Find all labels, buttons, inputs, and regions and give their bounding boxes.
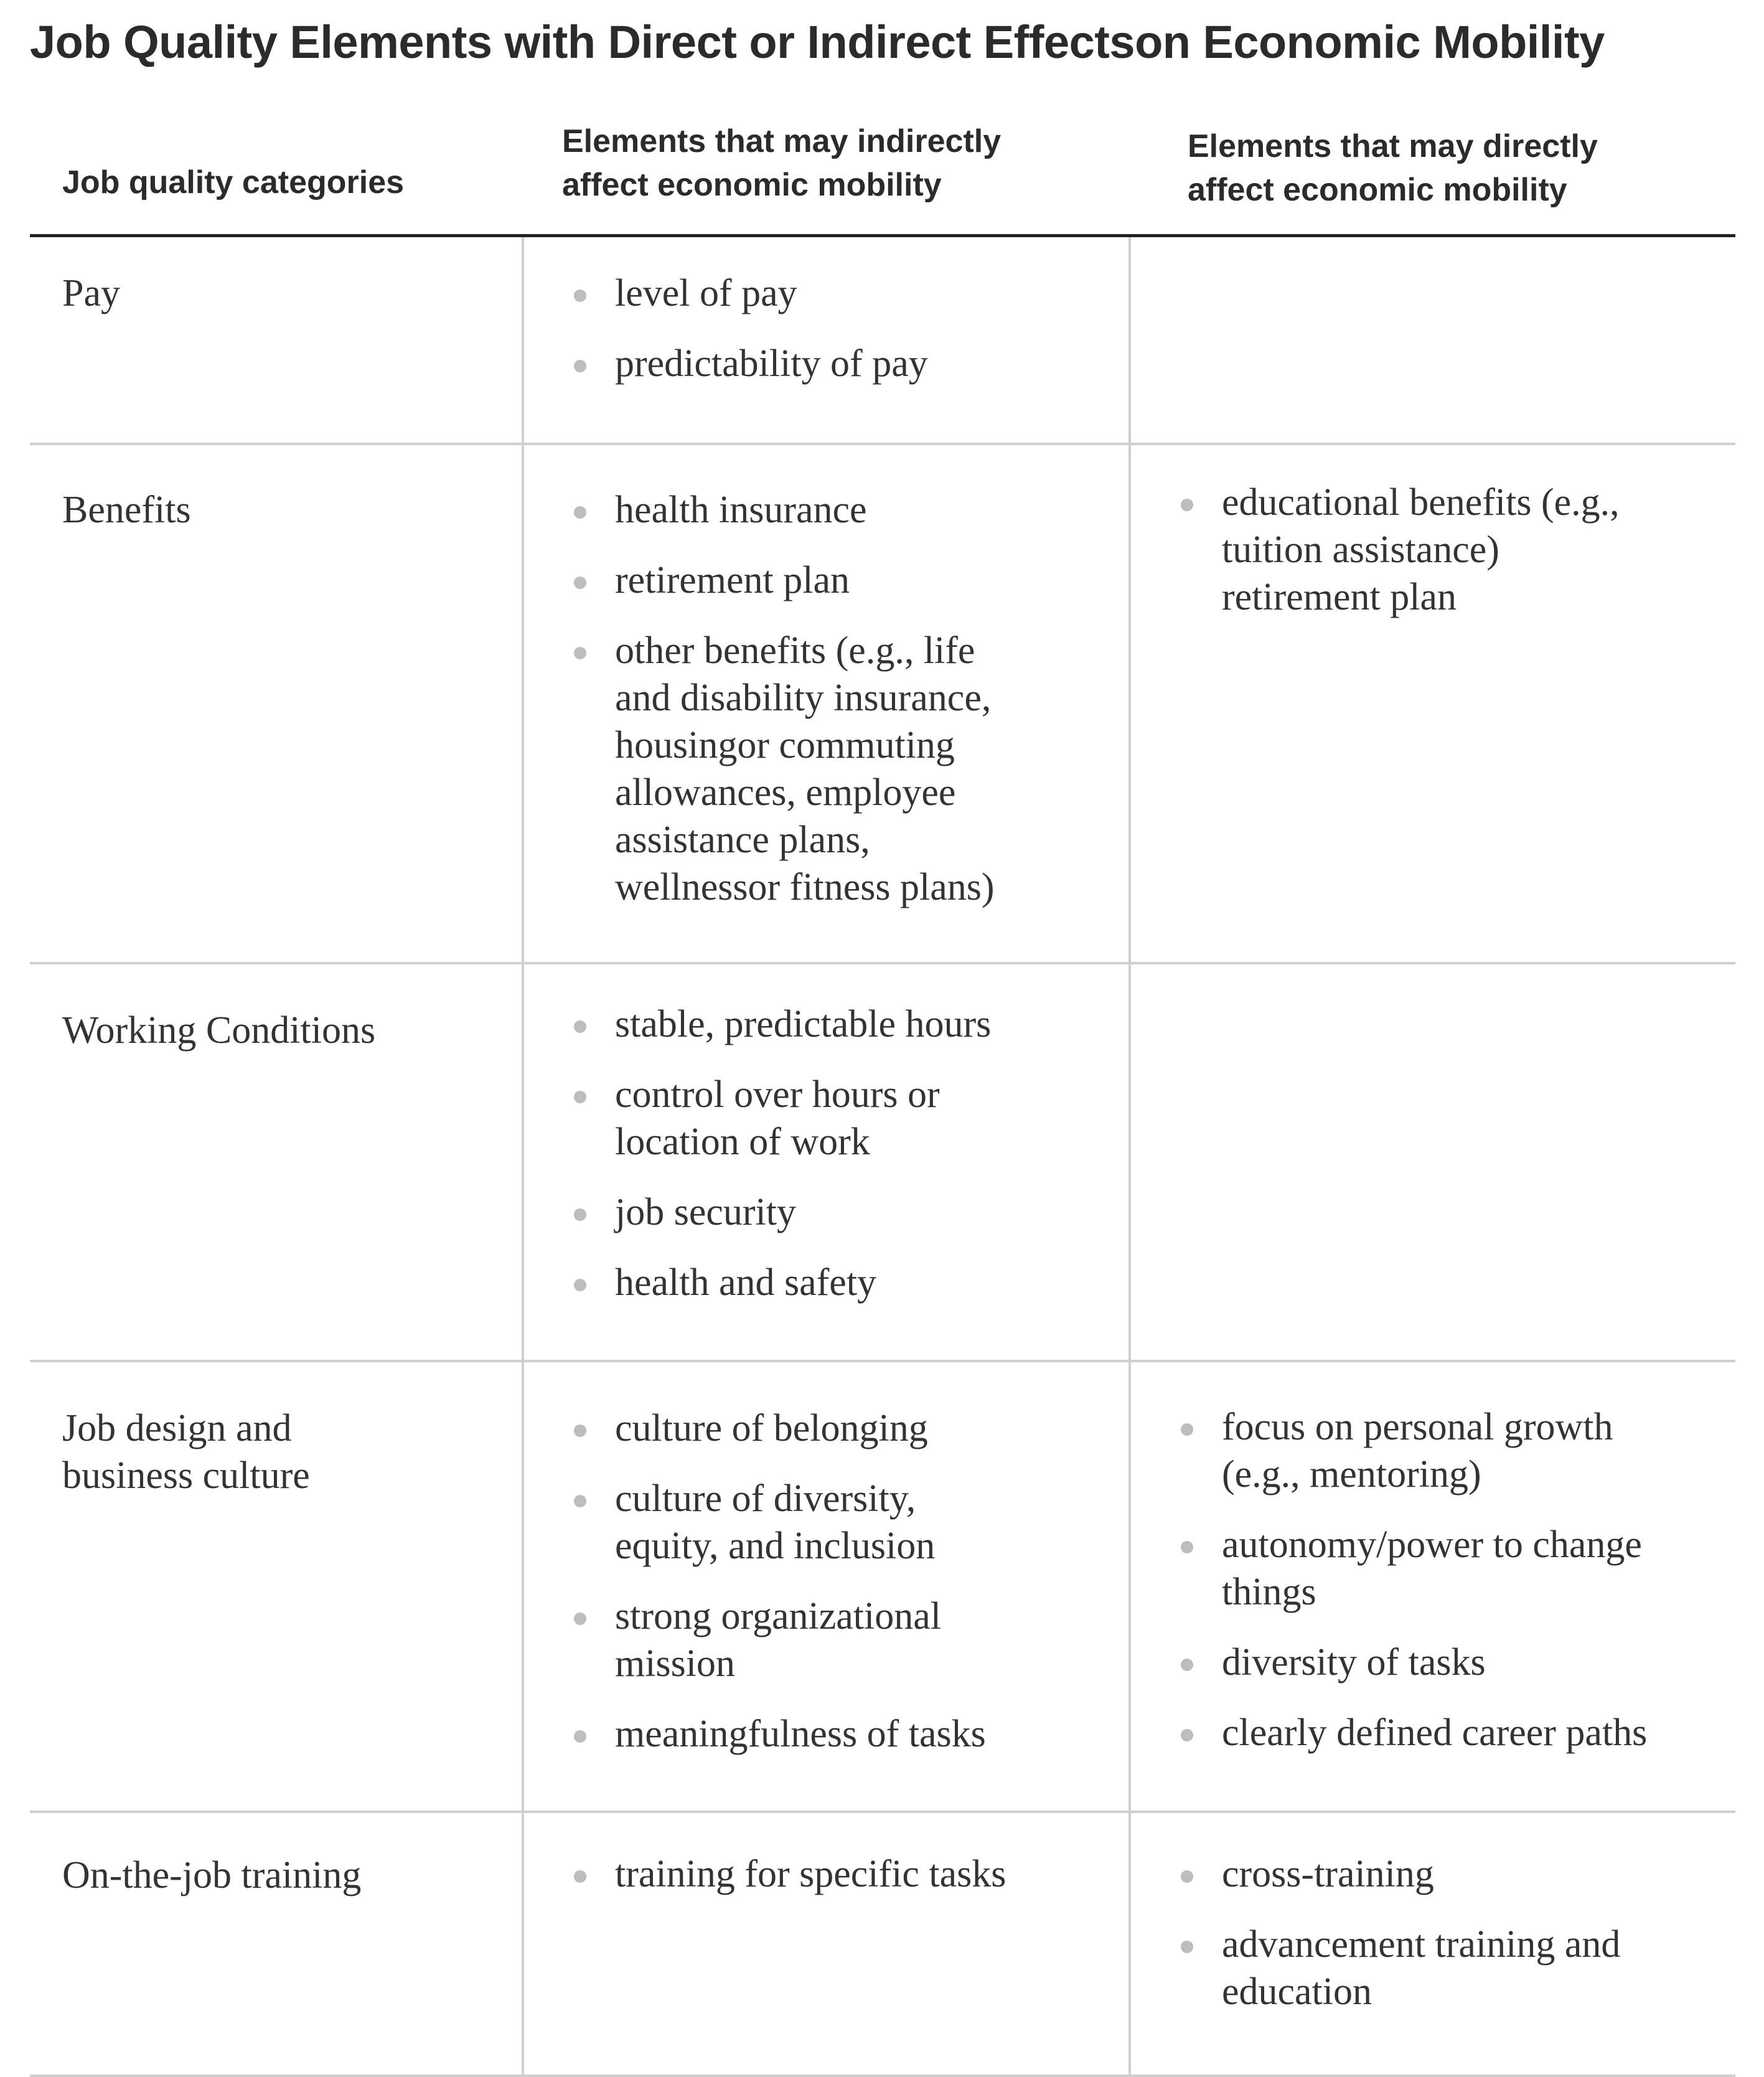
indirect-cell — [522, 1813, 1128, 2075]
list-item-text: health and safety — [615, 1261, 877, 1304]
list-item — [574, 270, 1116, 317]
bullet-dot-icon — [574, 1730, 586, 1743]
category-label: Benefits — [62, 489, 191, 531]
table-row — [30, 1362, 1735, 1813]
list-item-text: strong organizational mission — [615, 1595, 942, 1685]
bullet-dot-icon — [1181, 1423, 1193, 1436]
indirect-list — [574, 270, 1116, 387]
indirect-cell — [522, 445, 1128, 962]
list-item-text: diversity of tasks — [1222, 1641, 1486, 1684]
bullet-dot-icon — [1181, 499, 1193, 511]
bullet-dot-icon — [574, 647, 586, 659]
list-item — [574, 1405, 1022, 1452]
direct-cell — [1128, 445, 1735, 962]
bullet-dot-icon — [574, 1495, 586, 1507]
table-header-row — [30, 118, 1735, 237]
list-item — [574, 1850, 1047, 1898]
header-categories — [30, 118, 522, 234]
bullet-dot-icon — [574, 1870, 586, 1883]
bullet-dot-icon — [574, 1613, 586, 1625]
list-item — [1181, 1850, 1679, 1898]
job-quality-table — [30, 118, 1735, 2077]
direct-list — [1181, 479, 1666, 621]
list-item — [1181, 1921, 1679, 2015]
list-item — [574, 627, 1022, 911]
bullet-dot-icon — [1181, 1941, 1193, 1953]
direct-cell — [1128, 964, 1735, 1360]
list-item — [574, 1071, 1010, 1166]
header-direct — [1128, 118, 1735, 234]
header-indirect — [522, 118, 1128, 234]
bullet-dot-icon — [1181, 1541, 1193, 1553]
category-label: Working Conditions — [62, 1009, 376, 1052]
list-item-text: focus on personal growth (e.g., mentoring) — [1222, 1406, 1613, 1495]
indirect-list — [574, 1850, 1047, 1898]
category-cell — [30, 1362, 522, 1811]
bullet-dot-icon — [1181, 1659, 1193, 1671]
list-item — [574, 1710, 1022, 1758]
list-item — [574, 557, 1022, 604]
table-title: Job Quality Elements with Direct or Indirect Effectson Economic Mobility — [30, 16, 1605, 68]
bullet-dot-icon — [574, 1425, 586, 1437]
list-item-text: job security — [615, 1191, 796, 1233]
list-item-text: other benefits (e.g., life and disability insurance, housingor commuting allowances, employee assistance plans, wellnessor fitness plans) — [615, 629, 995, 908]
category-label: On-the-job training — [62, 1854, 362, 1896]
list-item-text: stable, predictable hours — [615, 1003, 992, 1045]
list-item — [574, 1001, 1010, 1048]
bullet-dot-icon — [574, 506, 586, 519]
list-item — [1181, 1709, 1691, 1756]
list-item-text: educational benefits (e.g., tuition assistance) retirement plan — [1222, 481, 1620, 618]
indirect-list — [574, 486, 1022, 911]
list-item-text: meaningfulness of tasks — [615, 1713, 986, 1755]
indirect-list — [574, 1405, 1022, 1758]
list-item-text: control over hours or location of work — [615, 1073, 940, 1163]
table-row — [30, 1813, 1735, 2077]
indirect-list — [574, 1001, 1010, 1306]
direct-list — [1181, 1403, 1691, 1756]
list-item-text: culture of belonging — [615, 1407, 928, 1449]
indirect-cell — [522, 1362, 1128, 1811]
list-item — [574, 340, 1116, 387]
bullet-dot-icon — [1181, 1870, 1193, 1883]
list-item — [1181, 1639, 1691, 1686]
list-item — [574, 1259, 1010, 1306]
bullet-dot-icon — [574, 1279, 586, 1291]
header-direct-label: Elements that may directly affect economic mobility — [1188, 128, 1598, 208]
direct-cell — [1128, 237, 1735, 443]
table-row — [30, 964, 1735, 1362]
bullet-dot-icon — [574, 1020, 586, 1033]
list-item — [1181, 1403, 1691, 1498]
category-label: Job design and business culture — [62, 1407, 310, 1497]
table-row — [30, 445, 1735, 964]
list-item-text: retirement plan — [615, 559, 850, 601]
list-item-text: health insurance — [615, 489, 867, 531]
header-indirect-label: Elements that may indirectly affect economic mobility — [562, 123, 1002, 203]
bullet-dot-icon — [574, 577, 586, 589]
bullet-dot-icon — [574, 290, 586, 302]
direct-list — [1181, 1850, 1679, 2015]
list-item-text: clearly defined career paths — [1222, 1712, 1648, 1754]
indirect-cell — [522, 237, 1128, 443]
list-item-text: autonomy/power to change things — [1222, 1524, 1642, 1613]
category-cell — [30, 445, 522, 962]
list-item-text: level of pay — [615, 272, 797, 314]
category-cell — [30, 237, 522, 443]
list-item — [574, 1475, 1022, 1570]
list-item — [574, 1189, 1010, 1236]
bullet-dot-icon — [574, 1208, 586, 1221]
list-item — [1181, 1521, 1691, 1616]
category-cell — [30, 964, 522, 1360]
list-item-text: cross-training — [1222, 1853, 1434, 1895]
category-label: Pay — [62, 272, 120, 314]
list-item — [574, 486, 1022, 534]
bullet-dot-icon — [1181, 1729, 1193, 1741]
list-item — [574, 1593, 1022, 1687]
bullet-dot-icon — [574, 1091, 586, 1103]
direct-cell — [1128, 1813, 1735, 2075]
list-item-text: predictability of pay — [615, 342, 928, 385]
list-item-text: training for specific tasks — [615, 1853, 1006, 1895]
header-categories-label: Job quality categories — [62, 164, 405, 200]
category-cell — [30, 1813, 522, 2075]
list-item-text: advancement training and education — [1222, 1923, 1621, 2013]
list-item-text: culture of diversity, equity, and inclusion — [615, 1477, 936, 1567]
bullet-dot-icon — [574, 360, 586, 372]
list-item — [1181, 479, 1666, 621]
table-row — [30, 237, 1735, 445]
indirect-cell — [522, 964, 1128, 1360]
direct-cell — [1128, 1362, 1735, 1811]
